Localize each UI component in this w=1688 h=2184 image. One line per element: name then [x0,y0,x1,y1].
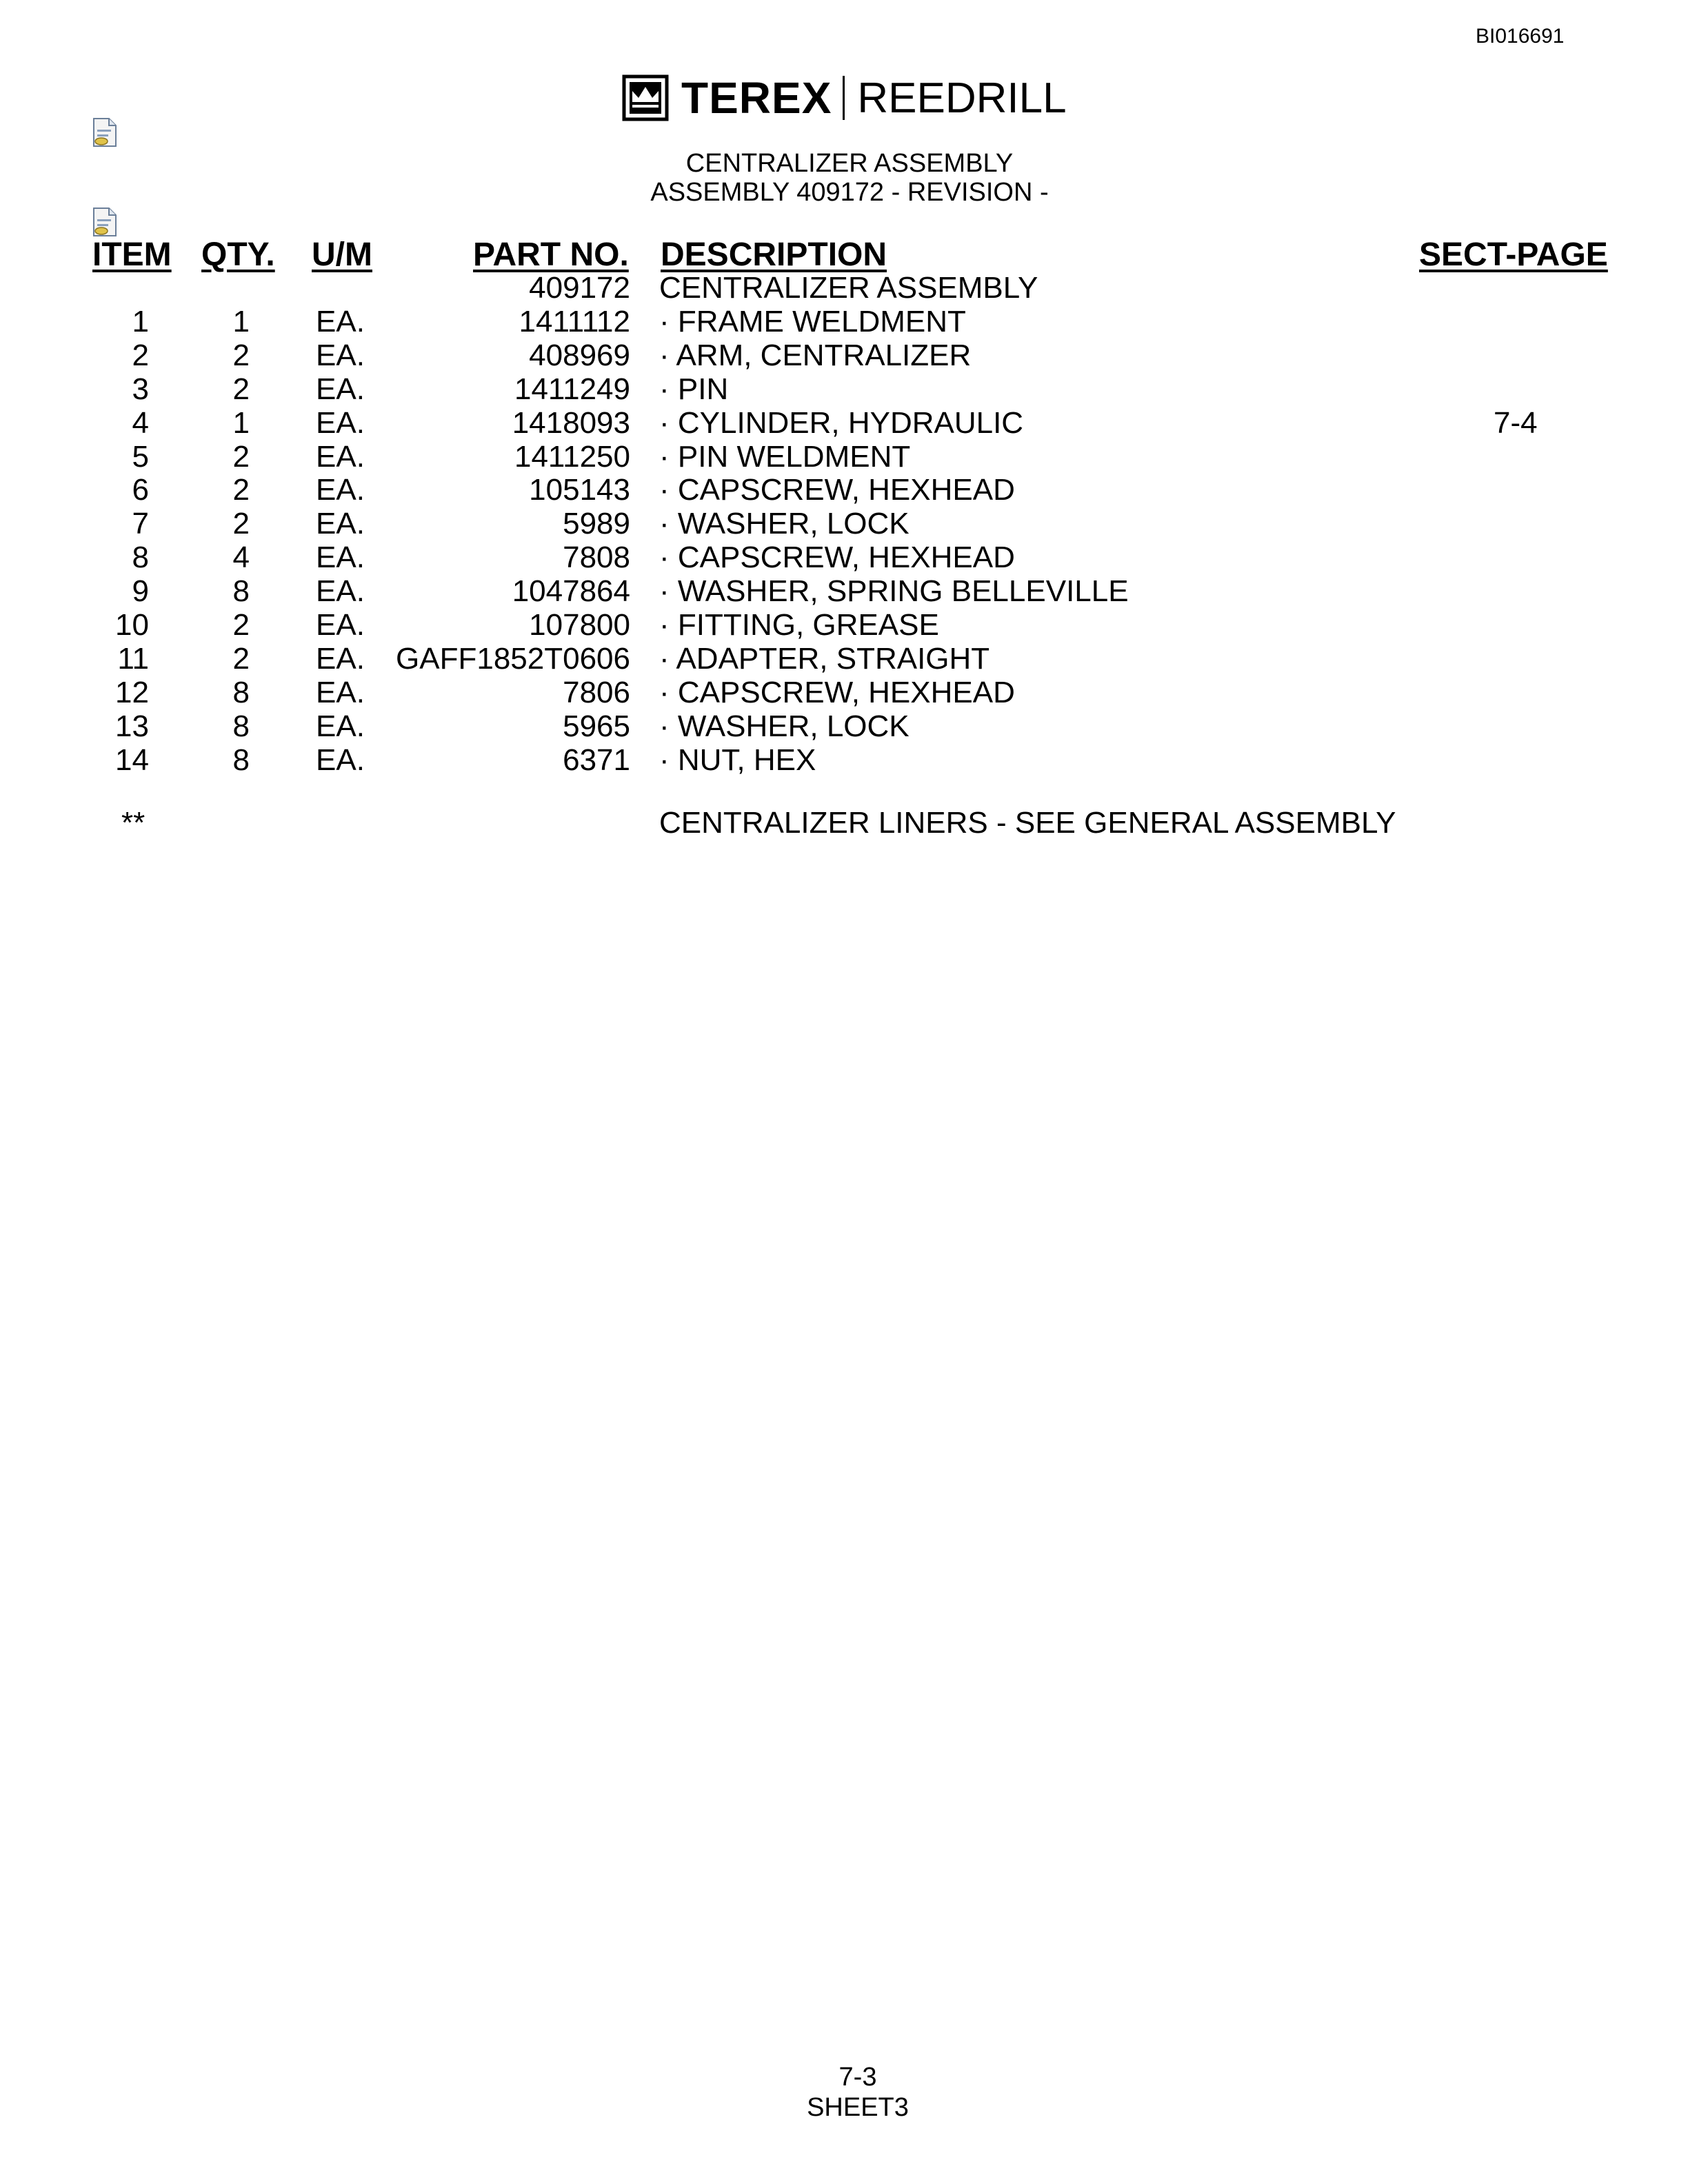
cell-part-no: 5965 [563,709,630,743]
cell-item: 2 [132,338,149,372]
cell-description: · CYLINDER, HYDRAULIC [659,406,1024,440]
column-header-um: U/M [312,236,372,273]
cell-part-no: 6371 [563,743,630,777]
cell-part-no: GAFF1852T0606 [396,642,630,676]
cell-item: 7 [132,507,149,540]
page-number: 7-3 [838,2063,877,2092]
cell-qty: 8 [232,709,250,743]
table-row [0,407,1688,440]
cell-um: EA. [316,372,365,406]
cell-um: EA. [316,608,365,642]
cell-sect-page: 7-4 [1494,406,1538,440]
terex-crown-logo-icon [622,74,669,121]
cell-item: 14 [115,743,149,777]
logo-product-text: REEDRILL [857,74,1067,122]
cell-um: EA. [316,642,365,676]
logo-divider [843,76,845,120]
table-row [0,541,1688,574]
cell-um: EA. [316,743,365,777]
cell-description: · CAPSCREW, HEXHEAD [659,473,1015,507]
document-link-icon[interactable] [91,207,119,237]
table-row [0,507,1688,540]
cell-um: EA. [316,574,365,608]
table-row [0,676,1688,709]
cell-description: · FRAME WELDMENT [659,305,966,338]
table-row [0,575,1688,608]
cell-qty: 1 [232,305,250,338]
cell-um: EA. [316,305,365,338]
cell-qty: 4 [232,540,250,574]
cell-qty: 2 [232,507,250,540]
cell-um: EA. [316,338,365,372]
cell-part-no: 1411249 [514,372,630,406]
column-header-qty: QTY. [201,236,275,273]
table-row [0,643,1688,676]
cell-qty: 8 [232,676,250,709]
cell-description: · PIN [659,372,729,406]
cell-qty: 2 [232,338,250,372]
cell-part-no: 408969 [529,338,630,372]
logo-brand-text: TEREX [681,73,832,123]
table-row [0,305,1688,338]
cell-item: 6 [132,473,149,507]
cell-description: · FITTING, GREASE [659,608,939,642]
column-header-sect-page: SECT-PAGE [1419,236,1608,273]
cell-part-no: 105143 [529,473,630,507]
cell-qty: 2 [232,372,250,406]
sheet-label: SHEET3 [807,2093,909,2122]
cell-um: EA. [316,473,365,507]
cell-part-no: 1047864 [512,574,630,608]
cell-part-no: 5989 [563,507,630,540]
table-row [0,609,1688,642]
document-id: BI016691 [1476,25,1565,48]
cell-part-no: 1411112 [519,305,630,338]
cell-description: · NUT, HEX [659,743,816,777]
cell-item: 1 [132,305,149,338]
table-row [0,744,1688,777]
cell-um: EA. [316,676,365,709]
cell-item: 8 [132,540,149,574]
assembly-revision: ASSEMBLY 409172 - REVISION - [650,178,1049,207]
column-header-part-no: PART NO. [473,236,629,273]
cell-item: 13 [115,709,149,743]
table-row [0,441,1688,474]
cell-part-no: 7808 [563,540,630,574]
cell-qty: 2 [232,440,250,474]
cell-description: · CAPSCREW, HEXHEAD [659,540,1015,574]
table-row [0,373,1688,406]
cell-description: · ADAPTER, STRAIGHT [659,642,990,676]
cell-qty: 2 [232,642,250,676]
cell-item: 5 [132,440,149,474]
table-row [0,339,1688,372]
cell-description: · CAPSCREW, HEXHEAD [659,676,1015,709]
document-link-icon[interactable] [91,117,119,148]
cell-item: 11 [117,642,149,676]
cell-part-no: 107800 [529,608,630,642]
table-row [0,710,1688,743]
note-text: CENTRALIZER LINERS - SEE GENERAL ASSEMBLY [659,806,1396,840]
cell-qty: 8 [232,574,250,608]
cell-qty: 1 [232,406,250,440]
cell-um: EA. [316,709,365,743]
cell-part-no: 7806 [563,676,630,709]
cell-part-no: 1418093 [512,406,630,440]
cell-description: · WASHER, LOCK [659,507,910,540]
cell-part-no: 1411250 [514,440,630,474]
cell-description: · WASHER, SPRING BELLEVILLE [659,574,1129,608]
cell-item: 12 [115,676,149,709]
cell-qty: 2 [232,608,250,642]
cell-description: · PIN WELDMENT [659,440,911,474]
cell-qty: 2 [232,473,250,507]
terex-reedrill-logo [622,74,1067,121]
column-header-item: ITEM [92,236,172,273]
cell-description: CENTRALIZER ASSEMBLY [659,271,1038,305]
cell-description: · WASHER, LOCK [659,709,910,743]
cell-um: EA. [316,540,365,574]
cell-qty: 8 [232,743,250,777]
column-header-description: DESCRIPTION [661,236,887,273]
cell-item: 9 [132,574,149,608]
cell-description: · ARM, CENTRALIZER [659,338,972,372]
document-title: CENTRALIZER ASSEMBLY [685,149,1014,178]
cell-item: 3 [132,372,149,406]
table-row [0,272,1688,305]
cell-um: EA. [316,507,365,540]
cell-um: EA. [316,440,365,474]
cell-item: 10 [115,608,149,642]
cell-um: EA. [316,406,365,440]
table-row [0,474,1688,507]
note-mark: ** [121,806,145,840]
cell-part-no: 409172 [529,271,630,305]
cell-item: 4 [132,406,149,440]
